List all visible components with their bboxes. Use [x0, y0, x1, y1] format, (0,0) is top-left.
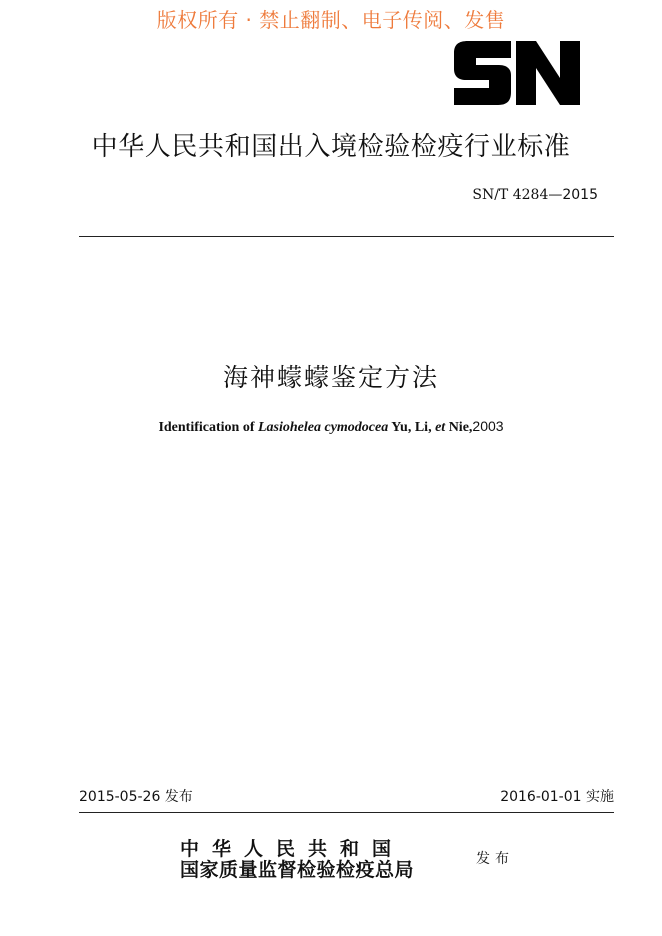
footer-rule — [79, 812, 614, 813]
standard-number — [472, 187, 598, 203]
issuer-block — [180, 839, 460, 881]
standard-number-year: 2015 — [562, 187, 598, 203]
title-en-species: Lasiohelea cymodocea — [258, 420, 389, 435]
title-en-year: 2003 — [472, 418, 504, 434]
issue-date: 2015-05-26 发布 — [79, 789, 193, 805]
standard-number-prefix: SN/T 4284— — [472, 187, 563, 203]
publish-label: 发布 — [476, 851, 514, 867]
org-title: 中华人民共和国出入境检验检疫行业标准 — [91, 132, 571, 162]
title-en-author-last: Nie, — [445, 420, 473, 435]
title-en-authors: Yu, Li, — [388, 420, 436, 435]
title-chinese: 海神蠓蠓鉴定方法 — [222, 363, 439, 392]
issuer-line-2: 国家质量监督检验检疫总局 — [180, 859, 415, 881]
sn-logo — [454, 41, 580, 105]
issuer-line-1: 中华人民共和国 — [180, 838, 405, 860]
title-en-part1: Identification of — [158, 420, 258, 435]
title-english — [0, 418, 662, 436]
title-en-et: et — [435, 420, 446, 435]
effective-date: 2016-01-01 实施 — [500, 789, 614, 805]
header-rule — [79, 236, 614, 237]
copyright-watermark: 版权所有 · 禁止翻制、电子传阅、发售 — [156, 8, 506, 32]
